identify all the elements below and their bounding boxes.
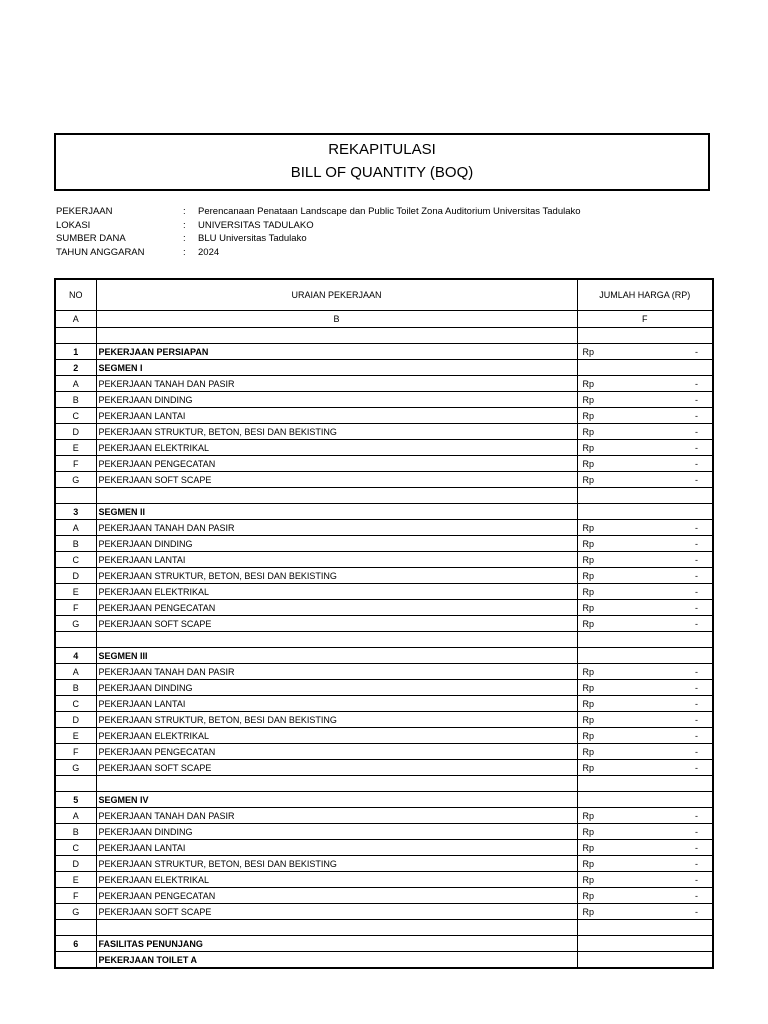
row-no: C [55,696,96,712]
currency-label: Rp [582,666,595,677]
header-no: NO [55,279,96,311]
row-amount [577,728,713,744]
header-jumlah: JUMLAH HARGA (RP) [577,279,713,311]
table-row [55,696,713,712]
row-description: PEKERJAAN LANTAI [96,408,577,424]
info-row [56,220,581,234]
row-no: B [55,680,96,696]
currency-label: Rp [582,906,595,917]
row-no [55,776,96,792]
amount-value: - [695,730,698,741]
row-no: 2 [55,360,96,376]
row-no: F [55,600,96,616]
row-amount [577,696,713,712]
row-no: 5 [55,792,96,808]
row-amount [577,856,713,872]
row-amount [577,392,713,408]
table-row [55,536,713,552]
row-description [96,920,577,936]
info-colon: : [183,219,186,231]
row-amount [577,648,713,664]
row-no: F [55,744,96,760]
info-value: Perencanaan Penataan Landscape dan Public Toilet Zona Auditorium Universitas Tadulako [198,206,581,217]
row-amount [577,808,713,824]
table-row [55,680,713,696]
row-description: SEGMEN IV [96,792,577,808]
amount-value: - [695,378,698,389]
row-description: SEGMEN I [96,360,577,376]
row-amount [577,488,713,504]
row-no: G [55,760,96,776]
amount-value: - [695,554,698,565]
table-row [55,712,713,728]
table-row [55,472,713,488]
row-no: A [55,808,96,824]
table-row [55,376,713,392]
amount-value: - [695,474,698,485]
table-subheader-row [55,311,713,328]
row-no: C [55,408,96,424]
row-description: PEKERJAAN PENGECATAN [96,456,577,472]
table-row [55,552,713,568]
info-colon: : [183,246,186,258]
row-no: B [55,824,96,840]
table-row [55,728,713,744]
row-description: PEKERJAAN SOFT SCAPE [96,760,577,776]
row-amount [577,584,713,600]
amount-value: - [695,762,698,773]
amount-value: - [695,538,698,549]
amount-value: - [695,890,698,901]
table-row [55,408,713,424]
row-description: PEKERJAAN STRUKTUR, BETON, BESI DAN BEKISTING [96,424,577,440]
row-description: PEKERJAAN STRUKTUR, BETON, BESI DAN BEKISTING [96,712,577,728]
row-description: PEKERJAAN TANAH DAN PASIR [96,520,577,536]
amount-value: - [695,426,698,437]
amount-value: - [695,618,698,629]
row-description [96,776,577,792]
row-amount [577,344,713,360]
row-amount [577,568,713,584]
amount-value: - [695,682,698,693]
row-amount [577,440,713,456]
row-description: PEKERJAAN DINDING [96,824,577,840]
amount-value: - [695,586,698,597]
row-description: PEKERJAAN PERSIAPAN [96,344,577,360]
row-no: B [55,536,96,552]
row-amount [577,760,713,776]
currency-label: Rp [582,378,595,389]
currency-label: Rp [582,858,595,869]
row-no: F [55,888,96,904]
currency-label: Rp [582,394,595,405]
row-no: D [55,856,96,872]
row-description: PEKERJAAN SOFT SCAPE [96,904,577,920]
row-amount [577,536,713,552]
row-description: PEKERJAAN ELEKTRIKAL [96,584,577,600]
row-description [96,488,577,504]
subheader-no: A [55,311,96,328]
amount-value: - [695,698,698,709]
row-no: D [55,424,96,440]
currency-label: Rp [582,474,595,485]
currency-label: Rp [582,346,595,357]
table-row [55,952,713,969]
boq-table [54,278,714,969]
row-description: PEKERJAAN LANTAI [96,552,577,568]
row-no: C [55,552,96,568]
currency-label: Rp [582,458,595,469]
table-row [55,360,713,376]
row-amount [577,328,713,344]
currency-label: Rp [582,762,595,773]
row-description: PEKERJAAN DINDING [96,680,577,696]
currency-label: Rp [582,618,595,629]
table-row [55,664,713,680]
row-description: SEGMEN II [96,504,577,520]
row-description: PEKERJAAN TANAH DAN PASIR [96,808,577,824]
table-row [55,456,713,472]
row-no [55,328,96,344]
row-amount [577,792,713,808]
table-row [55,632,713,648]
row-no [55,488,96,504]
row-no: 1 [55,344,96,360]
amount-value: - [695,602,698,613]
row-description: PEKERJAAN TANAH DAN PASIR [96,376,577,392]
amount-value: - [695,394,698,405]
row-description: SEGMEN III [96,648,577,664]
subheader-jumlah: F [577,311,713,328]
currency-label: Rp [582,602,595,613]
info-label: TAHUN ANGGARAN [56,246,145,258]
row-amount [577,888,713,904]
row-description: PEKERJAAN ELEKTRIKAL [96,872,577,888]
row-amount [577,904,713,920]
row-amount [577,616,713,632]
row-no: G [55,904,96,920]
table-row [55,440,713,456]
table-row [55,792,713,808]
table-row [55,344,713,360]
table-row [55,424,713,440]
table-row [55,600,713,616]
currency-label: Rp [582,698,595,709]
row-amount [577,872,713,888]
row-description: PEKERJAAN SOFT SCAPE [96,472,577,488]
row-description: PEKERJAAN LANTAI [96,840,577,856]
row-amount [577,744,713,760]
table-row [55,504,713,520]
currency-label: Rp [582,826,595,837]
currency-label: Rp [582,682,595,693]
row-amount [577,920,713,936]
table-row [55,888,713,904]
row-amount [577,408,713,424]
document-subtitle: BILL OF QUANTITY (BOQ) [290,164,474,181]
row-description: PEKERJAAN DINDING [96,536,577,552]
row-no: D [55,712,96,728]
table-row [55,520,713,536]
table-row [55,760,713,776]
table-row [55,776,713,792]
row-no: A [55,664,96,680]
row-description: PEKERJAAN LANTAI [96,696,577,712]
currency-label: Rp [582,714,595,725]
info-row [56,206,581,220]
document-title-box [54,133,710,191]
row-no: E [55,872,96,888]
row-amount [577,824,713,840]
table-row [55,872,713,888]
currency-label: Rp [582,730,595,741]
info-row [56,233,581,247]
info-label: PEKERJAAN [56,206,113,217]
row-amount [577,376,713,392]
row-amount [577,472,713,488]
amount-value: - [695,522,698,533]
row-description [96,632,577,648]
table-row [55,616,713,632]
table-row [55,744,713,760]
row-description: PEKERJAAN STRUKTUR, BETON, BESI DAN BEKISTING [96,568,577,584]
currency-label: Rp [582,522,595,533]
row-no [55,952,96,969]
table-row [55,392,713,408]
row-amount [577,632,713,648]
subheader-uraian: B [96,311,577,328]
row-description: PEKERJAAN DINDING [96,392,577,408]
document-title: REKAPITULASI [328,141,436,158]
row-amount [577,936,713,952]
row-no: G [55,472,96,488]
row-description: PEKERJAAN PENGECATAN [96,888,577,904]
currency-label: Rp [582,874,595,885]
table-row [55,584,713,600]
amount-value: - [695,570,698,581]
row-description: FASILITAS PENUNJANG [96,936,577,952]
row-no: E [55,728,96,744]
currency-label: Rp [582,810,595,821]
currency-label: Rp [582,586,595,597]
row-description: PEKERJAAN ELEKTRIKAL [96,728,577,744]
row-no [55,920,96,936]
row-amount [577,680,713,696]
table-row [55,808,713,824]
currency-label: Rp [582,570,595,581]
row-description [96,328,577,344]
currency-label: Rp [582,890,595,901]
info-value: UNIVERSITAS TADULAKO [198,219,314,231]
row-amount [577,360,713,376]
table-header-row [55,279,713,311]
amount-value: - [695,906,698,917]
table-row [55,328,713,344]
amount-value: - [695,810,698,821]
info-value: BLU Universitas Tadulako [198,233,307,244]
row-amount [577,600,713,616]
amount-value: - [695,666,698,677]
table-row [55,568,713,584]
amount-value: - [695,410,698,421]
currency-label: Rp [582,554,595,565]
row-no: D [55,568,96,584]
table-row [55,824,713,840]
amount-value: - [695,826,698,837]
row-description: PEKERJAAN SOFT SCAPE [96,616,577,632]
row-no: F [55,456,96,472]
row-no: 6 [55,936,96,952]
currency-label: Rp [582,442,595,453]
table-row [55,920,713,936]
row-amount [577,952,713,969]
row-no: E [55,440,96,456]
currency-label: Rp [582,746,595,757]
row-description: PEKERJAAN PENGECATAN [96,744,577,760]
row-description: PEKERJAAN TOILET A [96,952,577,969]
row-amount [577,520,713,536]
row-amount [577,712,713,728]
row-amount [577,840,713,856]
currency-label: Rp [582,842,595,853]
row-amount [577,776,713,792]
amount-value: - [695,458,698,469]
currency-label: Rp [582,410,595,421]
project-info [56,206,581,260]
info-row [56,247,581,261]
info-label: SUMBER DANA [56,233,126,244]
row-no: C [55,840,96,856]
row-no: 4 [55,648,96,664]
row-description: PEKERJAAN TANAH DAN PASIR [96,664,577,680]
row-no: 3 [55,504,96,520]
currency-label: Rp [582,426,595,437]
table-row [55,488,713,504]
row-amount [577,424,713,440]
amount-value: - [695,746,698,757]
row-amount [577,552,713,568]
table-row [55,856,713,872]
row-amount [577,456,713,472]
amount-value: - [695,442,698,453]
row-no: A [55,376,96,392]
currency-label: Rp [582,538,595,549]
row-no: B [55,392,96,408]
row-no: G [55,616,96,632]
row-no [55,632,96,648]
row-description: PEKERJAAN PENGECATAN [96,600,577,616]
row-description: PEKERJAAN ELEKTRIKAL [96,440,577,456]
row-description: PEKERJAAN STRUKTUR, BETON, BESI DAN BEKISTING [96,856,577,872]
amount-value: - [695,842,698,853]
row-amount [577,504,713,520]
info-value: 2024 [198,246,220,258]
header-uraian: URAIAN PEKERJAAN [96,279,577,311]
amount-value: - [695,346,698,357]
info-colon: : [183,206,186,217]
row-no: E [55,584,96,600]
amount-value: - [695,858,698,869]
table-row [55,936,713,952]
table-row [55,648,713,664]
row-no: A [55,520,96,536]
table-row [55,840,713,856]
amount-value: - [695,874,698,885]
info-label: LOKASI [56,219,91,231]
amount-value: - [695,714,698,725]
table-row [55,904,713,920]
row-amount [577,664,713,680]
info-colon: : [183,233,186,244]
